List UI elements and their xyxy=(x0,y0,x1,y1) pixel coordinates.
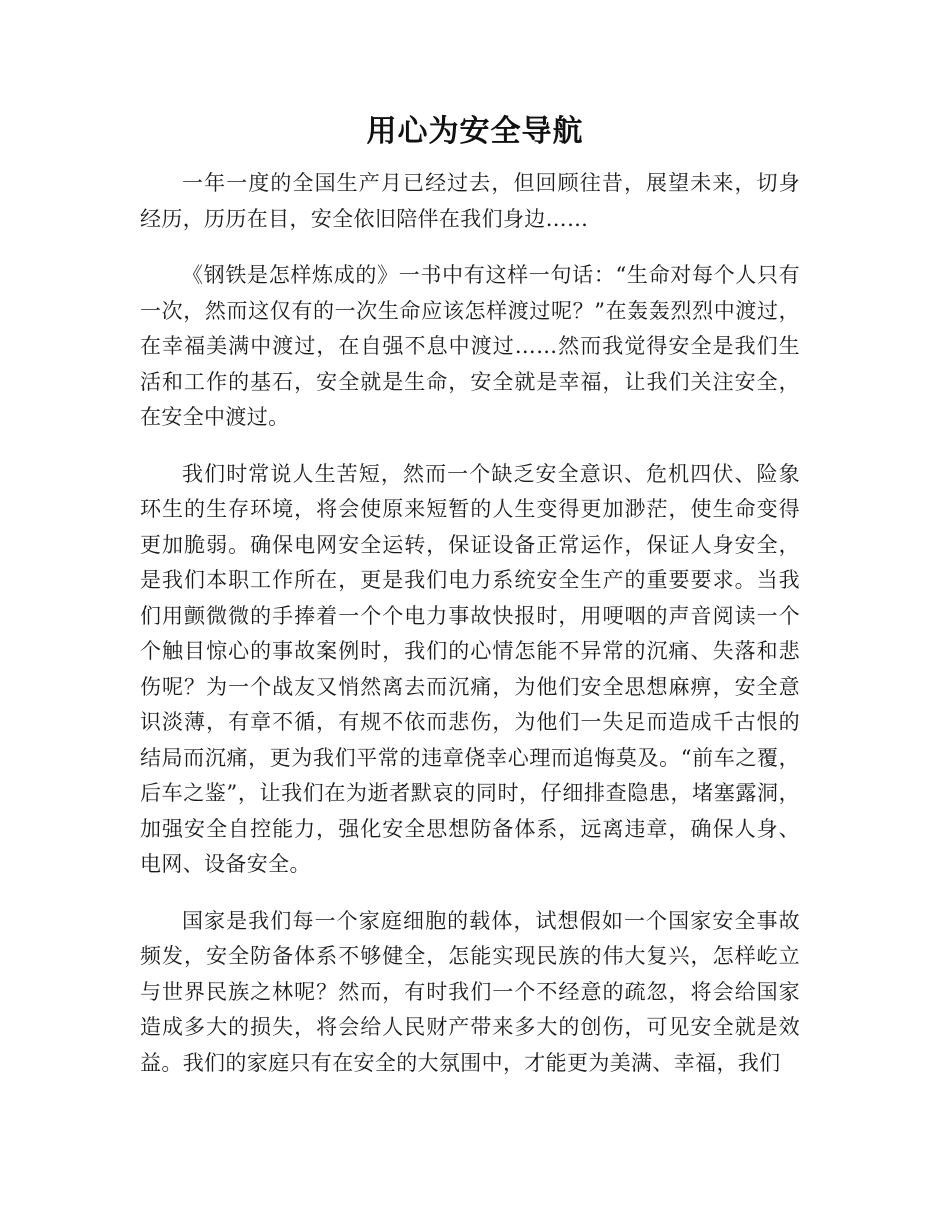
paragraph-3: 我们时常说人生苦短，然而一个缺乏安全意识、危机四伏、险象环生的生存环境，将会使原来短暂的人生变得更加渺茫，使生命变得更加脆弱。确保电网安全运转，保证设备正常运作，保证人身安全，是我们本职工作所在，更是我们电力系统安全生产的重要要求。当我们用颤微微的手捧着一个个电力事故快报时，用哽咽的声音阅读一个个触目惊心的事故案例时，我们的心情怎能不异常的沉痛、失落和悲伤呢？为一个战友又悄然离去而沉痛，为他们安全思想麻痹，安全意识淡薄，有章不循，有规不依而悲伤，为他们一失足而造成千古恨的结局而沉痛，更为我们平常的违章侥幸心理而追悔莫及。“前车之覆，后车之鉴”，让我们在为逝者默哀的同时，仔细排查隐患，堵塞露洞，加强安全自控能力，强化安全思想防备体系，远离违章，确保人身、电网、设备安全。 xyxy=(140,461,800,876)
paragraph-2: 《钢铁是怎样炼成的》一书中有这样一句话：“生命对每个人只有一次，然而这仅有的一次生命应该怎样渡过呢？”在轰轰烈烈中渡过，在幸福美满中渡过，在自强不息中渡过……然而我觉得安全是我们生活和工作的基石，安全就是生命，安全就是幸福，让我们关注安全，在安全中渡过。 xyxy=(140,263,800,429)
document-body xyxy=(140,166,800,1102)
document-title: 用心为安全导航 xyxy=(366,114,584,149)
paragraph-4: 国家是我们每一个家庭细胞的载体，试想假如一个国家安全事故频发，安全防备体系不够健全，怎能实现民族的伟大复兴，怎样屹立与世界民族之林呢？然而，有时我们一个不经意的疏忽，将会给国家造成多大的损失，将会给人民财产带来多大的创伤，可见安全就是效益。我们的家庭只有在安全的大氛围中，才能更为美满、幸福，我们 xyxy=(140,908,800,1075)
paragraph-1: 一年一度的全国生产月已经过去，但回顾往昔，展望未来，切身经历，历历在目，安全依旧陪伴在我们身边…… xyxy=(140,171,800,231)
